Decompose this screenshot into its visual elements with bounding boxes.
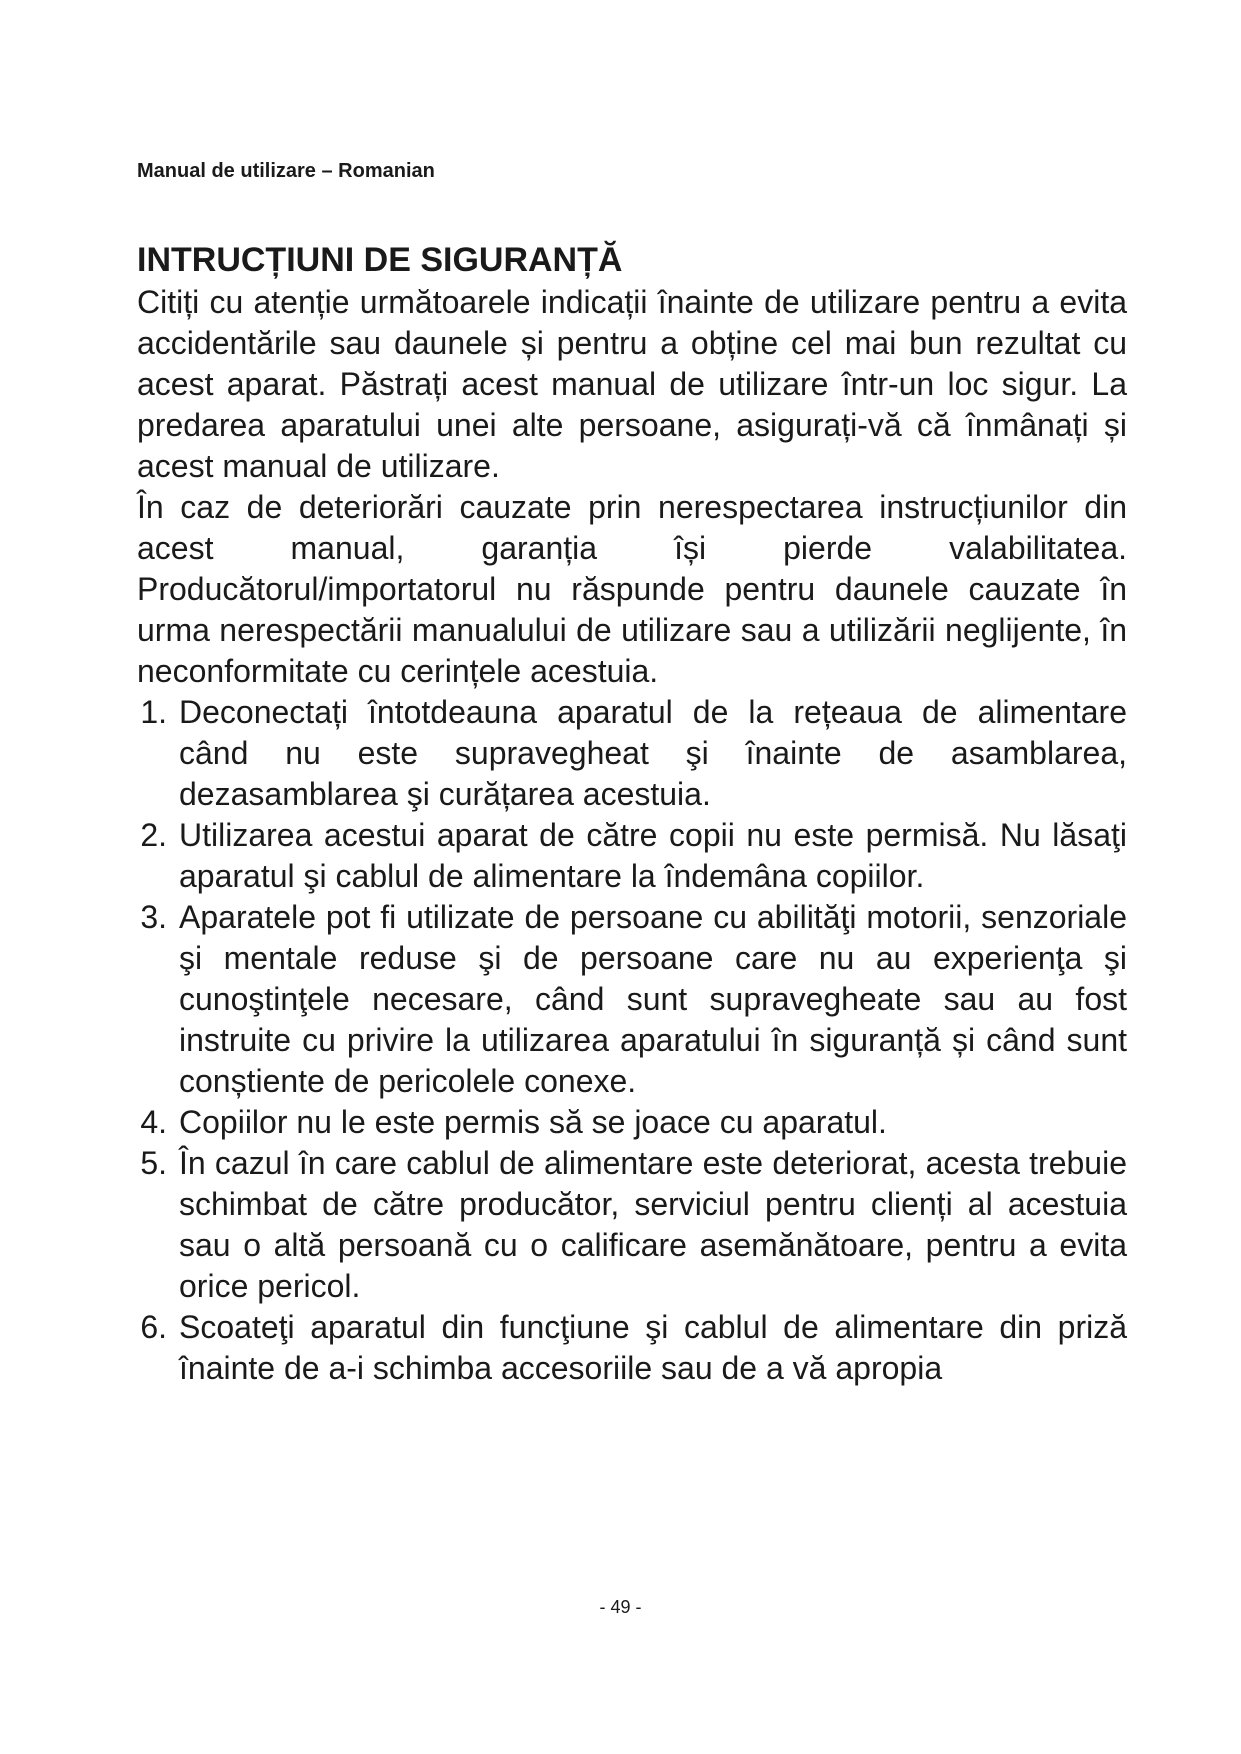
list-item — [137, 815, 1127, 897]
list-item-text: Deconectați întotdeauna aparatul de la rețeaua de alimentare când nu este supravegheat şi înainte de asamblarea, dezasamblarea şi curățarea acestuia. — [179, 694, 1127, 812]
warranty-paragraph: În caz de deteriorări cauzate prin nerespectarea instrucțiunilor din acest manual, garanția își pierde valabilitatea. Producătorul/importatorul nu răspunde pentru daunele cauzate în urma nerespectării manualului de utilizare sau a utilizării neglijente, în neconformitate cu cerințele acestuia. — [137, 489, 1127, 689]
list-item-number: 5. — [140, 1145, 167, 1181]
list-item-number: 2. — [140, 817, 167, 853]
list-item — [137, 1102, 1127, 1143]
page-number: - 49 - — [599, 1597, 642, 1617]
list-item — [137, 1143, 1127, 1307]
section-title: INTRUCȚIUNI DE SIGURANȚĂ — [137, 241, 623, 279]
list-item — [137, 897, 1127, 1102]
list-item-number: 6. — [140, 1309, 167, 1345]
list-item — [137, 692, 1127, 815]
list-item-text: Scoateţi aparatul din funcţiune şi cablul de alimentare din priză înainte de a-i schimba accesoriile sau de a vă apropia — [179, 1309, 1127, 1386]
list-item-number: 1. — [140, 694, 167, 730]
list-item — [137, 1307, 1127, 1389]
list-item-text: Aparatele pot fi utilizate de persoane cu abilităţi motorii, senzoriale şi mentale reduse şi de persoane care nu au experienţa şi cunoştinţele necesare, când sunt supravegheate sau au fost instruite cu privire la utilizarea aparatului în siguranță și când sunt conștiente de pericolele conexe. — [179, 899, 1127, 1099]
safety-list — [137, 692, 1127, 1389]
list-item-text: Copiilor nu le este permis să se joace cu aparatul. — [179, 1104, 887, 1140]
document-header: Manual de utilizare – Romanian — [137, 160, 435, 182]
list-item-text: Utilizarea acestui aparat de către copii nu este permisă. Nu lăsaţi aparatul şi cablul de alimentare la îndemâna copiilor. — [179, 817, 1127, 894]
list-item-number: 4. — [140, 1104, 167, 1140]
list-item-number: 3. — [140, 899, 167, 935]
safety-instructions-section — [137, 238, 1127, 1389]
intro-paragraph: Citiți cu atenție următoarele indicații înainte de utilizare pentru a evita accidentările sau daunele și pentru a obține cel mai bun rezultat cu acest aparat. Păstrați acest manual de utilizare într-un loc sigur. La predarea aparatului unei alte persoane, asigurați-vă că înmânați și acest manual de utilizare. — [137, 284, 1127, 484]
list-item-text: În cazul în care cablul de alimentare este deteriorat, acesta trebuie schimbat de către producător, serviciul pentru clienți al acestuia sau o altă persoană cu o calificare asemănătoare, pentru a evita orice pericol. — [179, 1145, 1127, 1304]
